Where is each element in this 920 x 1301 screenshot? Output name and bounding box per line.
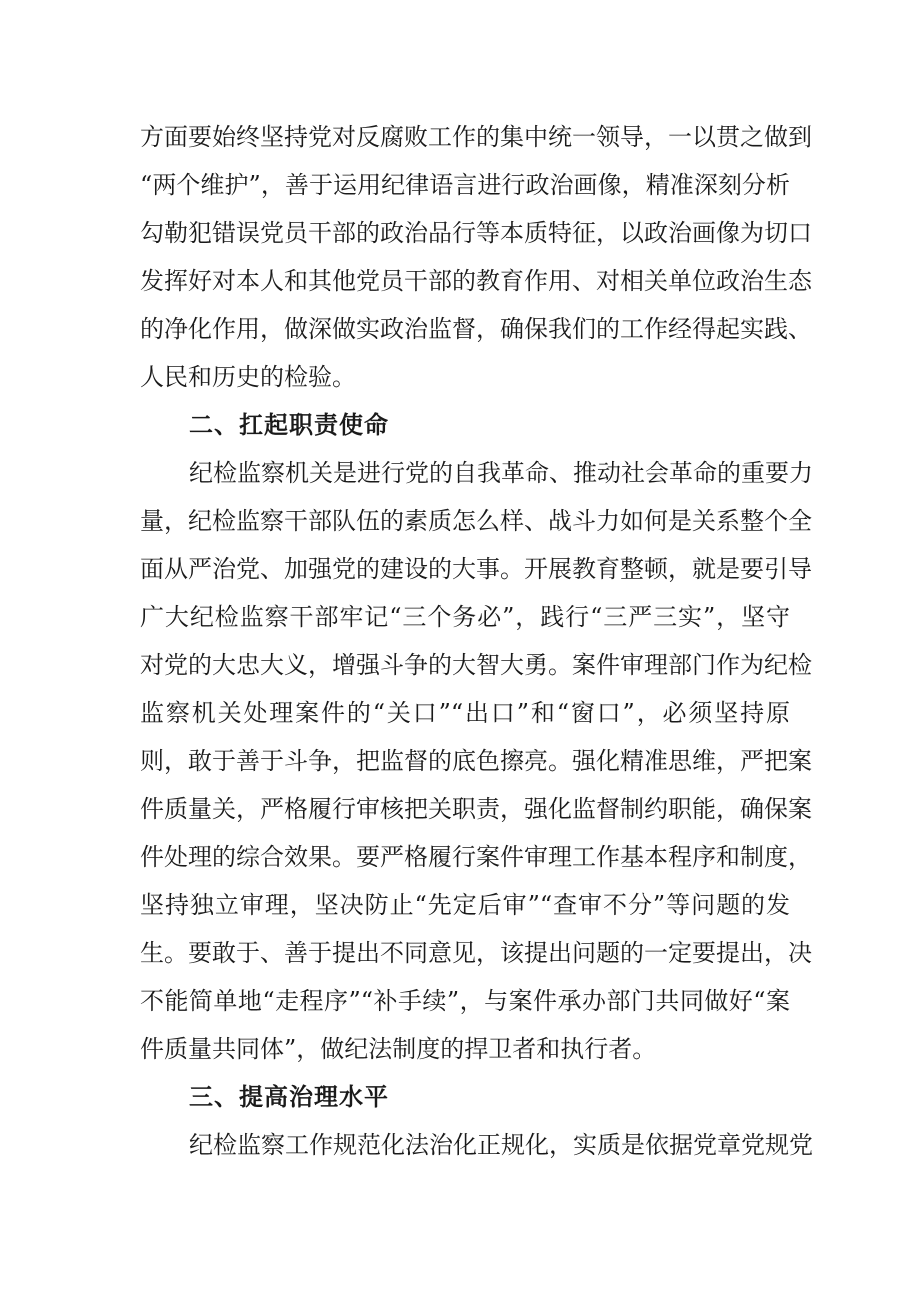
paragraph-line: 坚持独立审理，坚决防止“先定后审”“查审不分”等问题的发 (140, 891, 790, 919)
paragraph-line: 方面要始终坚持党对反腐败工作的集中统一领导，一以贯之做到 (140, 123, 812, 151)
paragraph-line: 不能简单地“走程序”“补手续”，与案件承办部门共同做好“案 (140, 987, 790, 1015)
paragraph-line: 发挥好对本人和其他党员干部的教育作用、对相关单位政治生态 (140, 267, 812, 295)
paragraph-line: 的净化作用，做深做实政治监督，确保我们的工作经得起实践、 (140, 315, 812, 343)
paragraph-line: 面从严治党、加强党的建设的大事。开展教育整顿，就是要引导 (140, 555, 812, 583)
paragraph-line: 纪检监察工作规范化法治化正规化，实质是依据党章党规党 (189, 1131, 813, 1159)
paragraph-line: 对党的大忠大义，增强斗争的大智大勇。案件审理部门作为纪检 (140, 651, 812, 679)
paragraph-line: 纪检监察机关是进行党的自我革命、推动社会革命的重要力 (189, 459, 813, 487)
paragraph-line: 件质量共同体”，做纪法制度的捍卫者和执行者。 (140, 1035, 657, 1063)
paragraph-line: 量，纪检监察干部队伍的素质怎么样、战斗力如何是关系整个全 (140, 507, 812, 535)
paragraph-line: 人民和历史的检验。 (140, 363, 356, 391)
paragraph-line: “两个维护”，善于运用纪律语言进行政治画像，精准深刻分析 (140, 171, 790, 199)
paragraph-line: 生。要敢于、善于提出不同意见，该提出问题的一定要提出，决 (140, 939, 812, 967)
section-heading-2: 二、扛起职责使命 (189, 411, 389, 439)
paragraph-line: 广大纪检监察干部牢记“三个务必”，践行“三严三实”，坚守 (140, 603, 790, 631)
paragraph-line: 件处理的综合效果。要严格履行案件审理工作基本程序和制度， (140, 843, 812, 871)
section-heading-3: 三、提高治理水平 (189, 1083, 389, 1111)
paragraph-line: 勾勒犯错误党员干部的政治品行等本质特征，以政治画像为切口 (140, 219, 812, 247)
paragraph-line: 件质量关，严格履行审核把关职责，强化监督制约职能，确保案 (140, 795, 812, 823)
paragraph-line: 监察机关处理案件的“关口”“出口”和“窗口”，必须坚持原 (140, 699, 790, 727)
paragraph-line: 则，敢于善于斗争，把监督的底色擦亮。强化精准思维，严把案 (140, 747, 812, 775)
